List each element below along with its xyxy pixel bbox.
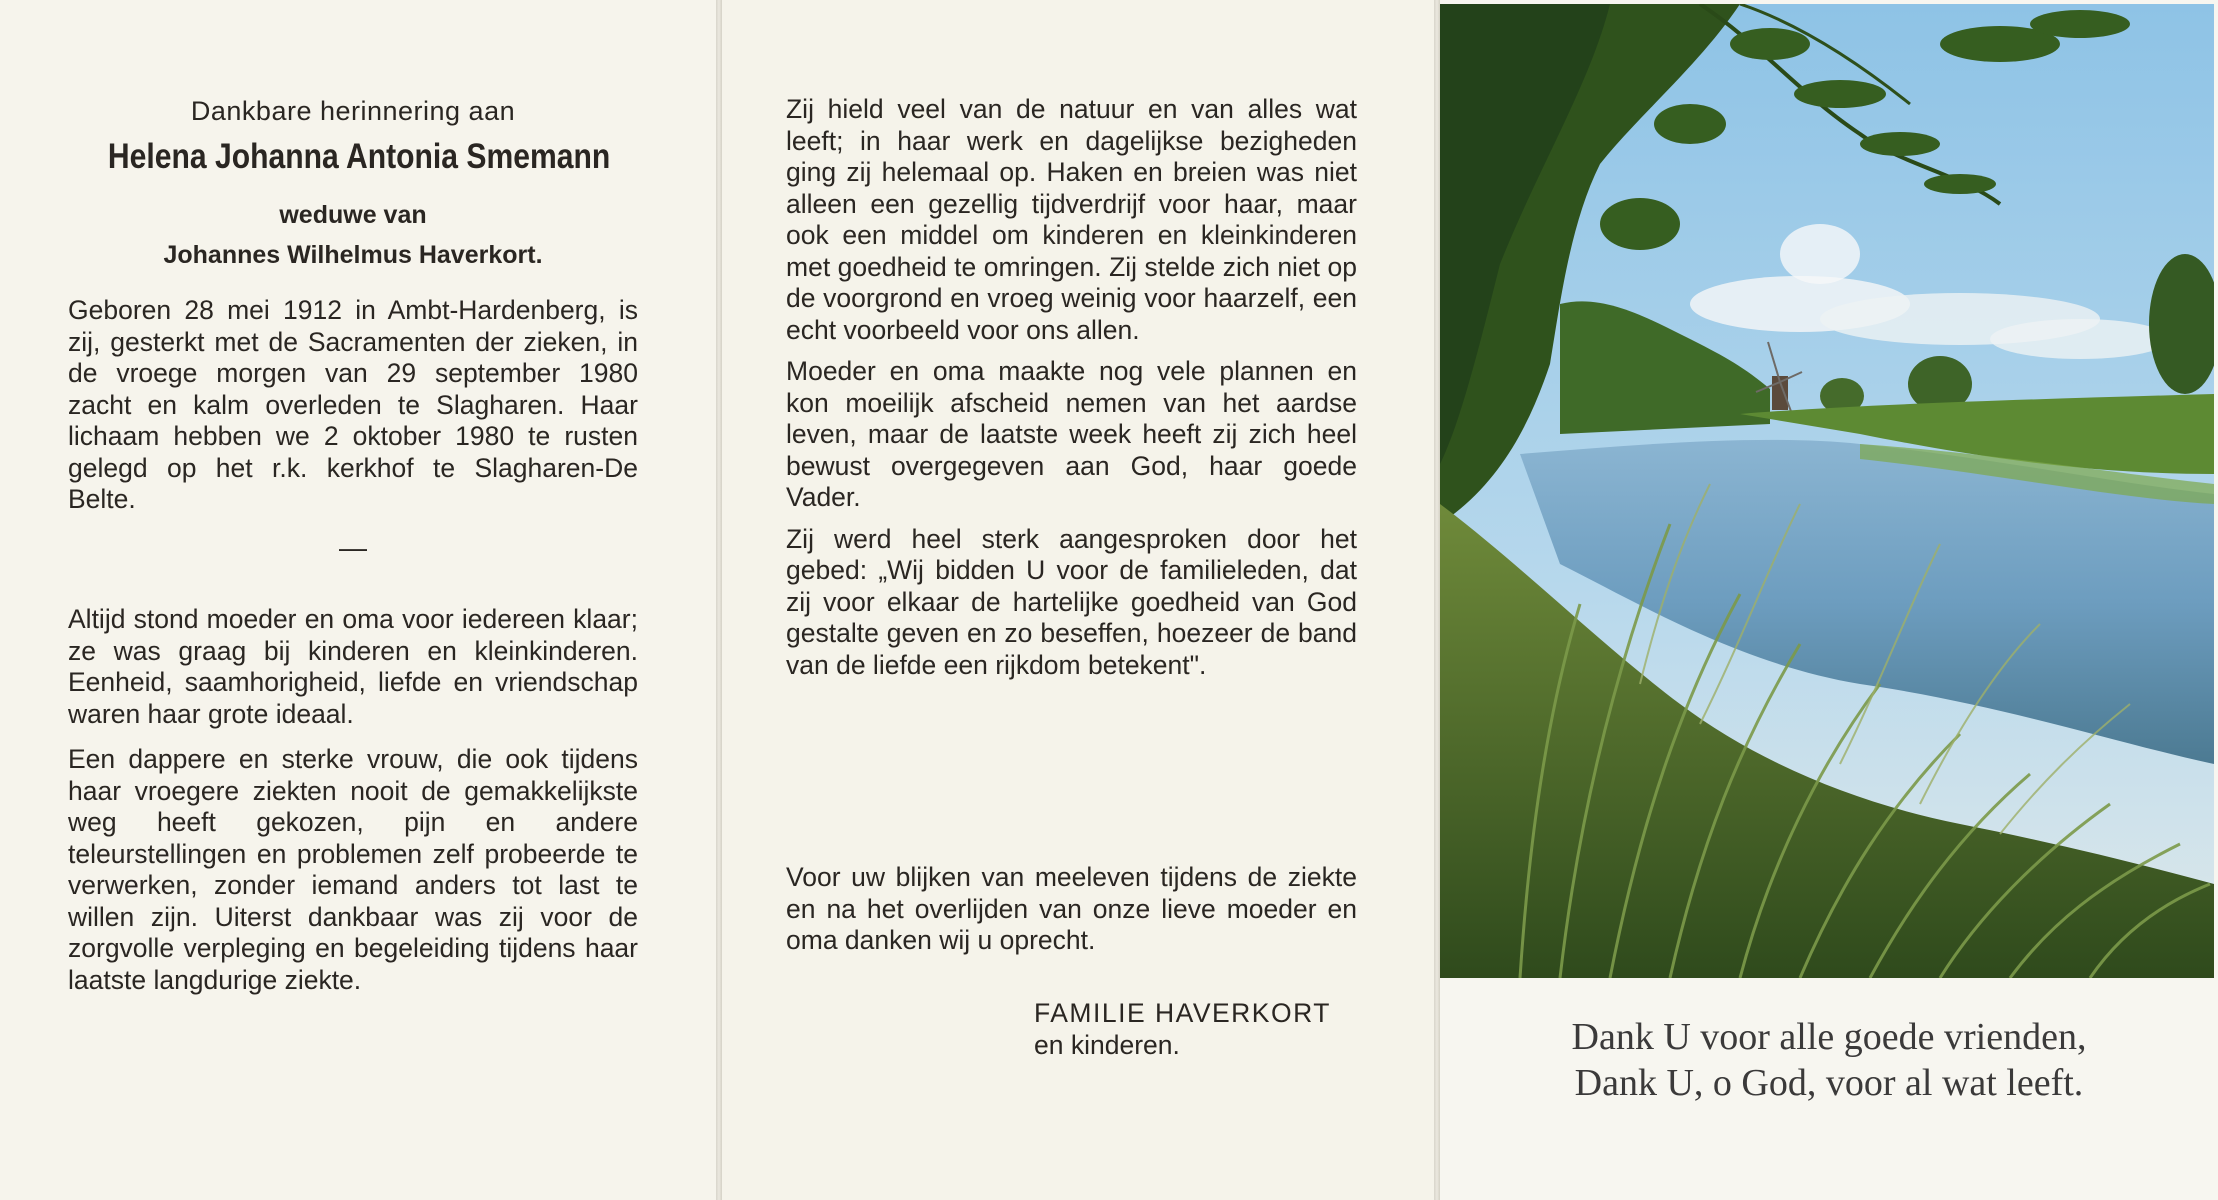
plans-paragraph: Moeder en oma maakte nog vele plannen en kon moeilijk afscheid nemen van het aardse leven, maar de laatste week heeft zij zich heel bewust overgegeven aan God, haar goede Vader. bbox=[786, 356, 1357, 512]
biography-block bbox=[68, 604, 638, 1010]
widow-of-label: weduwe van bbox=[279, 201, 427, 229]
nature-paragraph: Zij hield veel van de natuur en van alles wat leeft; in haar werk en dagelijkse bezigheden ging zij helemaal op. Haken en breien was niet alleen een gezellig tijdverdrijf voor haar, maar ook een middel om kinderen en kleinkinderen met goedheid te omringen. Zij stelde zich niet op de voorgrond en vroeg weinig voor haarzelf, een echt voorbeeld voor ons allen. bbox=[786, 94, 1357, 345]
card-panel-left bbox=[0, 0, 716, 1200]
deceased-name: Helena Johanna Antonia Smemann bbox=[107, 137, 611, 176]
verse-text bbox=[1440, 1014, 2218, 1106]
memorial-heading: Dankbare herinnering aan bbox=[190, 96, 516, 126]
verse-line-2: Dank U, o God, voor al wat leeft. bbox=[1574, 1062, 2084, 1104]
birth-paragraph: Geboren 28 mei 1912 in Ambt-Hardenberg, is zij, gesterkt met de Sacramenten der zieken, in de vroege morgen van 29 september 1980 zacht en kalm overleden te Slagharen. Haar lichaam hebben we 2 oktober 1980 te rusten gelegd op het r.k. kerkhof te Slagharen-De Belte. bbox=[68, 295, 638, 514]
family-children: en kinderen. bbox=[1034, 1029, 1180, 1060]
signature-block bbox=[1034, 998, 1364, 1061]
verse-line-1: Dank U voor alle goede vrienden, bbox=[1571, 1016, 2087, 1058]
middle-text-block bbox=[786, 94, 1357, 691]
thanks-paragraph: Voor uw blijken van meeleven tijdens de ziekte en na het overlijden van onze lieve moeder en oma danken wij u oprecht. bbox=[786, 862, 1357, 955]
fold-line-left bbox=[716, 0, 722, 1200]
landscape-photo bbox=[1440, 4, 2214, 978]
biography-paragraph-1: Altijd stond moeder en oma voor iedereen klaar; ze was graag bij kinderen en kleinkinderen. Eenheid, saamhorigheid, liefde en vriendschap waren haar grote ideaal. bbox=[68, 604, 638, 729]
divider-dash: — bbox=[339, 532, 367, 563]
husband-name: Johannes Wilhelmus Haverkort. bbox=[163, 241, 543, 269]
family-name: FAMILIE HAVERKORT bbox=[1034, 998, 1331, 1028]
biography-paragraph-2: Een dappere en sterke vrouw, die ook tijdens haar vroegere ziekten nooit de gemakkelijkste weg heeft gekozen, pijn en andere teleurstellingen en problemen zelf probeerde te verwerken, zonder iemand anders tot last te willen zijn. Uiterst dankbaar was zij voor de zorgvolle verpleging en begeleiding tijdens haar laatste langdurige ziekte. bbox=[68, 744, 638, 995]
birth-death-paragraph bbox=[68, 295, 638, 530]
thanks-block bbox=[786, 862, 1357, 967]
prayer-paragraph: Zij werd heel sterk aangesproken door het gebed: „Wij bidden U voor de familieleden, dat zij voor elkaar de hartelijke goedheid van God gestalte geven en zo beseffen, hoezeer de band van de liefde een rijkdom betekent". bbox=[786, 523, 1357, 680]
